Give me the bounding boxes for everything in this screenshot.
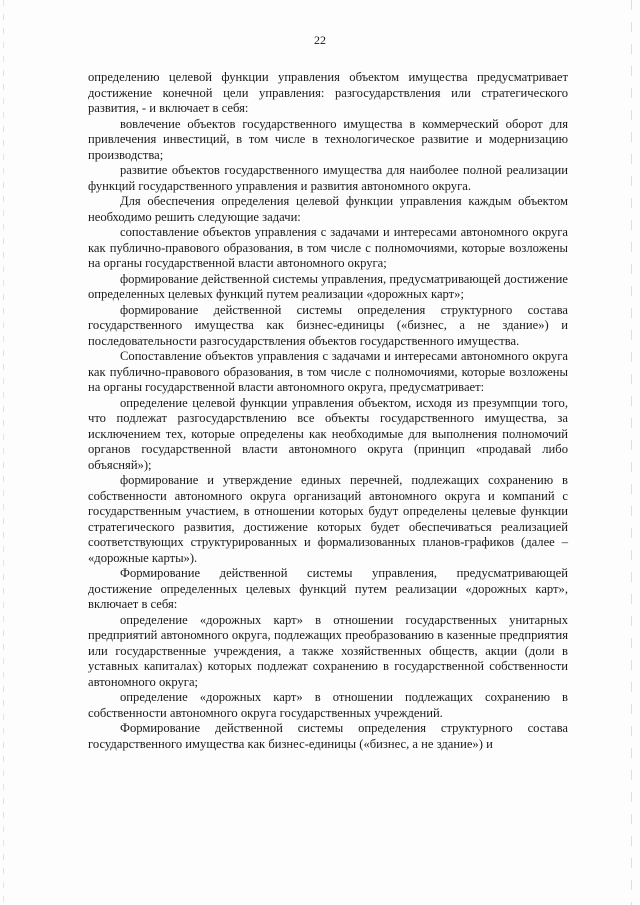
paragraph: определение целевой функции управления объектом, исходя из презумпции того, что подлежат разгосударствлению все объекты государственного имущества, за исключением тех, которые определены как необходимые для выполнения полномочий органов государственной власти автономного округа (принцип «продавай либо объясняй»); bbox=[88, 395, 568, 472]
body-text bbox=[88, 70, 568, 752]
paragraph: формирование действенной системы управления, предусматривающей достижение определенных целевых функций путем реализации «дорожных карт»; bbox=[88, 271, 568, 301]
scan-edge-right bbox=[631, 0, 632, 905]
scan-edge-left bbox=[3, 0, 4, 905]
page-number: 22 bbox=[314, 33, 326, 47]
paragraph: Формирование действенной системы определения структурного состава государственного имущества как бизнес-единицы («бизнес, а не здание») и bbox=[88, 721, 568, 751]
paragraph: вовлечение объектов государственного имущества в коммерческий оборот для привлечения инвестиций, в том числе в технологическое развитие и модернизацию производства; bbox=[88, 116, 568, 162]
paragraph: Формирование действенной системы управления, предусматривающей достижение определенных целевых функций путем реализации «дорожных карт», включает в себя: bbox=[88, 566, 568, 611]
paragraph: развитие объектов государственного имущества для наиболее полной реализации функций государственного управления и развития автономного округа. bbox=[88, 163, 568, 193]
paragraph: формирование действенной системы определения структурного состава государственного имущества как бизнес-единицы («бизнес, а не здание») и последовательности разгосударствления объектов государственного имущества. bbox=[88, 302, 568, 348]
paragraph: определение «дорожных карт» в отношении подлежащих сохранению в собственности автономного округа государственных учреждений. bbox=[88, 690, 568, 720]
paragraph: Сопоставление объектов управления с задачами и интересами автономного округа как публично-правового образования, в том числе с полномочиями, которые возложены на органы государственной власти автономного округа, предусматривает: bbox=[88, 349, 568, 394]
paragraph: формирование и утверждение единых перечней, подлежащих сохранению в собственности автономного округа организаций автономного округа и компаний с государственным участием, в отношении которых будут определены целевые функции стратегического развития, достижение которых будет обеспечиваться реализацией соответствующих структурированных и формализованных планов-графиков (далее – «дорожные карты»). bbox=[88, 473, 568, 565]
paragraph: определению целевой функции управления объектом имущества предусматривает достижение конечной цели управления: разгосударствления или стратегического развития, - и включает в себя: bbox=[88, 70, 568, 115]
paragraph: Для обеспечения определения целевой функции управления каждым объектом необходимо решить следующие задачи: bbox=[88, 194, 568, 224]
paragraph: сопоставление объектов управления с задачами и интересами автономного округа как публично-правового образования, в том числе с полномочиями, которые возложены на органы государственной власти автономного округа; bbox=[88, 225, 568, 270]
paragraph: определение «дорожных карт» в отношении государственных унитарных предприятий автономного округа, подлежащих преобразованию в казенные предприятия или государственные учреждения, а также хозяйственных обществ, акции (доли в уставных капиталах) которых подлежат сохранению в государственной собственности автономного округа; bbox=[88, 612, 568, 689]
